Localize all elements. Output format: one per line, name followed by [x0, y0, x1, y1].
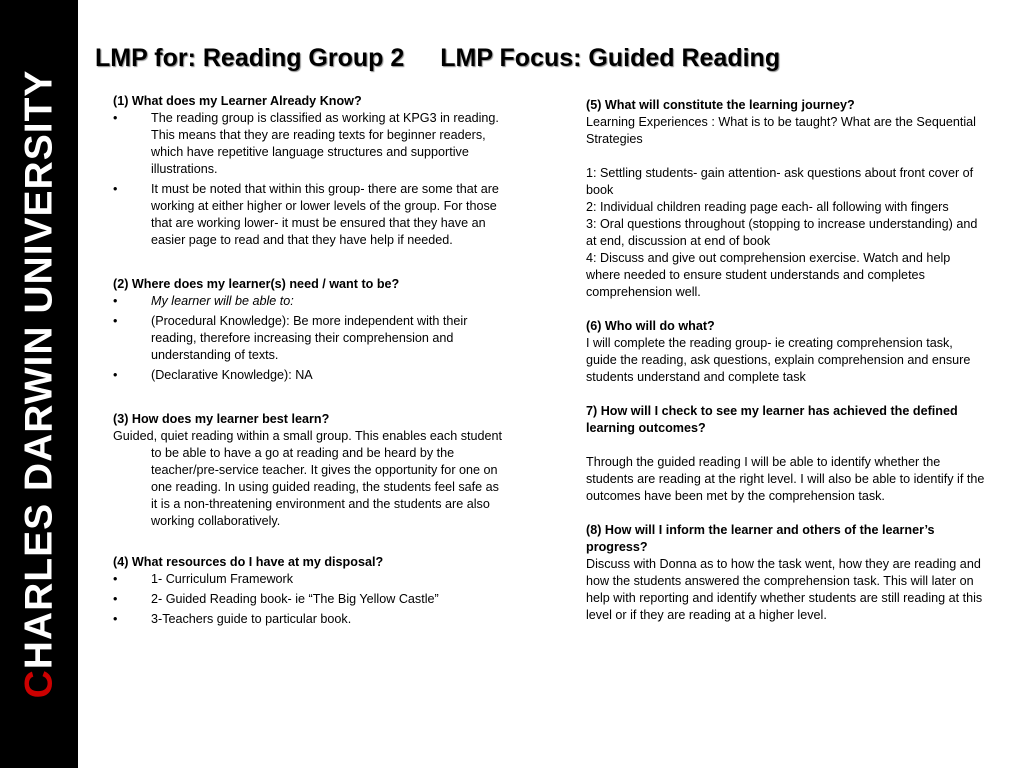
section-2-heading: (2) Where does my learner(s) need / want to be? — [113, 277, 400, 291]
bullet: • — [113, 314, 118, 328]
left-column — [113, 93, 503, 631]
section-6-text: I will complete the reading group- ie creating comprehension task, guide the reading, ask questions, explain comprehension and ensure students understand and complete task — [586, 336, 971, 384]
list-item-text: 2- Guided Reading book- ie “The Big Yellow Castle” — [151, 592, 439, 606]
lmp-focus: LMP Focus: Guided Reading — [440, 44, 781, 72]
section-7-heading: 7) How will I check to see my learner has achieved the defined learning outcomes? — [586, 404, 958, 435]
sidebar — [0, 0, 78, 768]
section-1-heading: (1) What does my Learner Already Know? — [113, 94, 362, 108]
list-item — [113, 591, 503, 608]
step-item: 3: Oral questions throughout (stopping to increase understanding) and at end, discussion at end of book — [586, 217, 978, 248]
brand-initial: C — [17, 669, 61, 699]
list-item-text: 1- Curriculum Framework — [151, 572, 294, 586]
list-item — [113, 181, 503, 249]
section-6-heading: (6) Who will do what? — [586, 319, 715, 333]
list-item-text: My learner will be able to: — [151, 294, 294, 308]
list-item — [113, 313, 503, 364]
step-item: 2: Individual children reading page each- all following with fingers — [586, 200, 949, 214]
section-5-heading: (5) What will constitute the learning journey? — [586, 98, 855, 112]
section-8-text: Discuss with Donna as to how the task went, how they are reading and how the students answered the comprehension task. This will later on help with reporting and identify whether students are still reading at this level or if they are reading at a higher level. — [586, 557, 983, 622]
bullet: • — [113, 294, 118, 308]
step-item: 1: Settling students- gain attention- ask questions about front cover of book — [586, 166, 974, 197]
step-item: 4: Discuss and give out comprehension exercise. Watch and help where needed to ensure student understands and completes comprehension well. — [586, 251, 951, 299]
brand-name: HARLES DARWIN UNIVERSITY — [17, 69, 61, 670]
section-3-heading: (3) How does my learner best learn? — [113, 412, 330, 426]
bullet: • — [113, 572, 118, 586]
list-item-text: It must be noted that within this group- there are some that are working at either higher or lower levels of the group. For those that are working lower- it must be ensured that they have an easier page to read and that they have help if needed. — [151, 182, 499, 247]
bullet: • — [113, 182, 118, 196]
list-item-text: The reading group is classified as working at KPG3 in reading. This means that they are reading texts for beginner readers, which have repetitive language structures and supportive illustrations. — [151, 111, 499, 176]
university-brand — [17, 69, 61, 699]
bullet: • — [113, 368, 118, 382]
list-item-text: (Declarative Knowledge): NA — [151, 368, 313, 382]
list-item — [113, 571, 503, 588]
bullet: • — [113, 592, 118, 606]
section-7-text: Through the guided reading I will be able to identify whether the students are reading at the right level. I will also be able to identify if the outcomes have been met by the comprehension task. — [586, 455, 985, 503]
page-title — [95, 44, 780, 73]
list-item — [113, 367, 503, 384]
bullet: • — [113, 111, 118, 125]
list-item-text: 3-Teachers guide to particular book. — [151, 612, 352, 626]
section-3-text: Guided, quiet reading within a small group. This enables each student to be able to have a go at reading and be heard by the teacher/pre-service teacher. It gives the opportunity for one on one reading. In using guided reading, the students feel safe as it is a non-threatening environment and the students are also working collaboratively. — [113, 429, 503, 528]
list-item — [113, 611, 503, 628]
section-5-intro: Learning Experiences : What is to be taught? What are the Sequential Strategies — [586, 115, 976, 146]
bullet: • — [113, 612, 118, 626]
list-item-text: (Procedural Knowledge): Be more independent with their reading, therefore increasing their comprehension and understanding of texts. — [151, 314, 468, 362]
list-item — [113, 293, 503, 310]
list-item — [113, 110, 503, 178]
lmp-title: LMP for: Reading Group 2 — [95, 44, 405, 72]
right-column — [586, 97, 986, 624]
section-4-heading: (4) What resources do I have at my disposal? — [113, 555, 384, 569]
section-8-heading: (8) How will I inform the learner and others of the learner’s progress? — [586, 523, 935, 554]
